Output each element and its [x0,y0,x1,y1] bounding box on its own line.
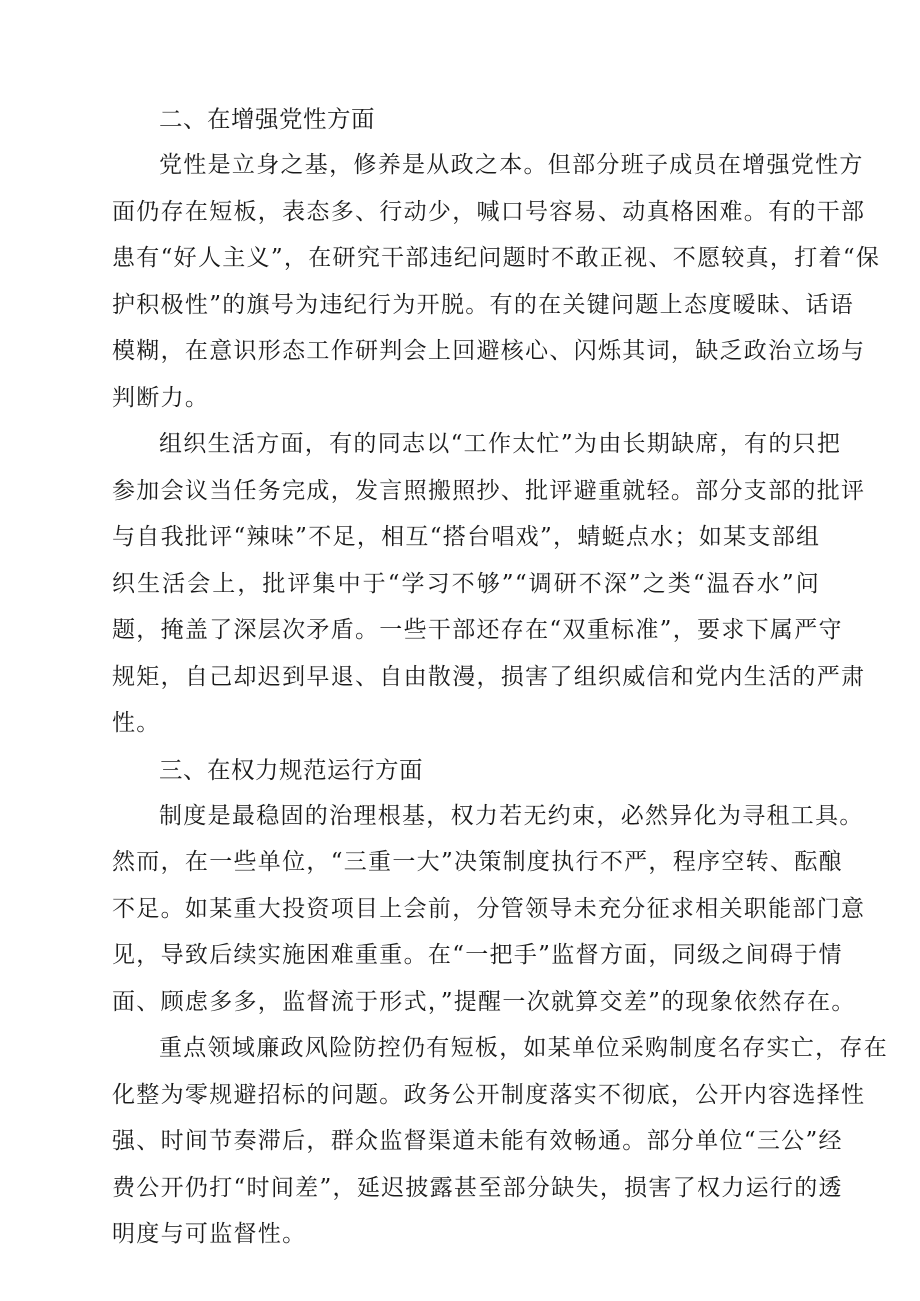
text-line: 费公开仍打“时间差”，延迟披露甚至部分缺失，损害了权力运行的透 [112,1174,843,1201]
text-line: 判断力。 [112,384,210,411]
section-heading-power-operation: 三、在权力规范运行方面 [159,755,423,784]
text-line: 党性是立身之基，修养是从政之本。但部分班子成员在增强党性方 [159,152,864,178]
paragraph-power-operation-1 [112,793,866,1026]
text-line: 题，掩盖了深层次矛盾。一些干部还存在“双重标准”，要求下属严守 [112,617,843,643]
text-line: 性。 [112,710,161,736]
section-heading-party-spirit: 二、在增强党性方面 [159,105,375,133]
text-line: 织生活会上，批评集中于“学习不够”“调研不深”之类“温吞水”问 [112,570,820,597]
text-line: 见，导致后续实施困难重重。在“一把手”监督方面，同级之间碍于情 [112,942,843,968]
paragraph-party-spirit-2 [112,421,866,747]
text-line: 面、顾虑多多，监督流于形式，”提醒一次就算交差”的现象依然存在。 [112,988,856,1015]
text-line: 明度与可监督性。 [112,1221,307,1247]
text-line: 化整为零规避招标的问题。政务公开制度落实不彻底，公开内容选择性 [112,1081,866,1108]
text-line: 患有“好人主义”，在研究干部违纪问题时不敢正视、不愿较真，打着“保 [112,245,881,271]
text-line: 制度是最稳固的治理根基，权力若无约束，必然异化为寻租工具。 [159,802,864,829]
text-line: 不足。如某重大投资项目上会前，分管领导未充分征求相关职能部门意 [112,895,866,922]
text-line: 护积极性”的旗号为违纪行为开脱。有的在关键问题上态度暧昧、话语 [112,291,855,318]
paragraph-party-spirit-1 [112,142,881,421]
text-line: 规矩，自己却迟到早退、自由散漫，损害了组织威信和党内生活的严肃 [112,663,866,690]
text-line: 组织生活方面，有的同志以“工作太忙”为由长期缺席，有的只把 [159,431,842,457]
text-line: 重点领域廉政风险防控仍有短板，如某单位采购制度名存实亡，存在 [159,1035,888,1061]
text-line: 与自我批评“辣味”不足，相互“搭台唱戏”，蜻蜓点水；如某支部组 [112,524,821,550]
text-line: 面仍存在短板，表态多、行动少，喊口号容易、动真格困难。有的干部 [112,198,866,225]
text-line: 模糊，在意识形态工作研判会上回避核心、闪烁其词，缺乏政治立场与 [112,338,866,364]
text-line: 强、时间节奏滞后，群众监督渠道未能有效畅通。部分单位“三公”经 [112,1128,843,1154]
text-line: 参加会议当任务完成，发言照搬照抄、批评避重就轻。部分支部的批评 [112,477,866,504]
text-line: 然而，在一些单位，“三重一大”决策制度执行不严，程序空转、酝酿 [112,849,843,875]
paragraph-power-operation-2 [112,1025,888,1258]
